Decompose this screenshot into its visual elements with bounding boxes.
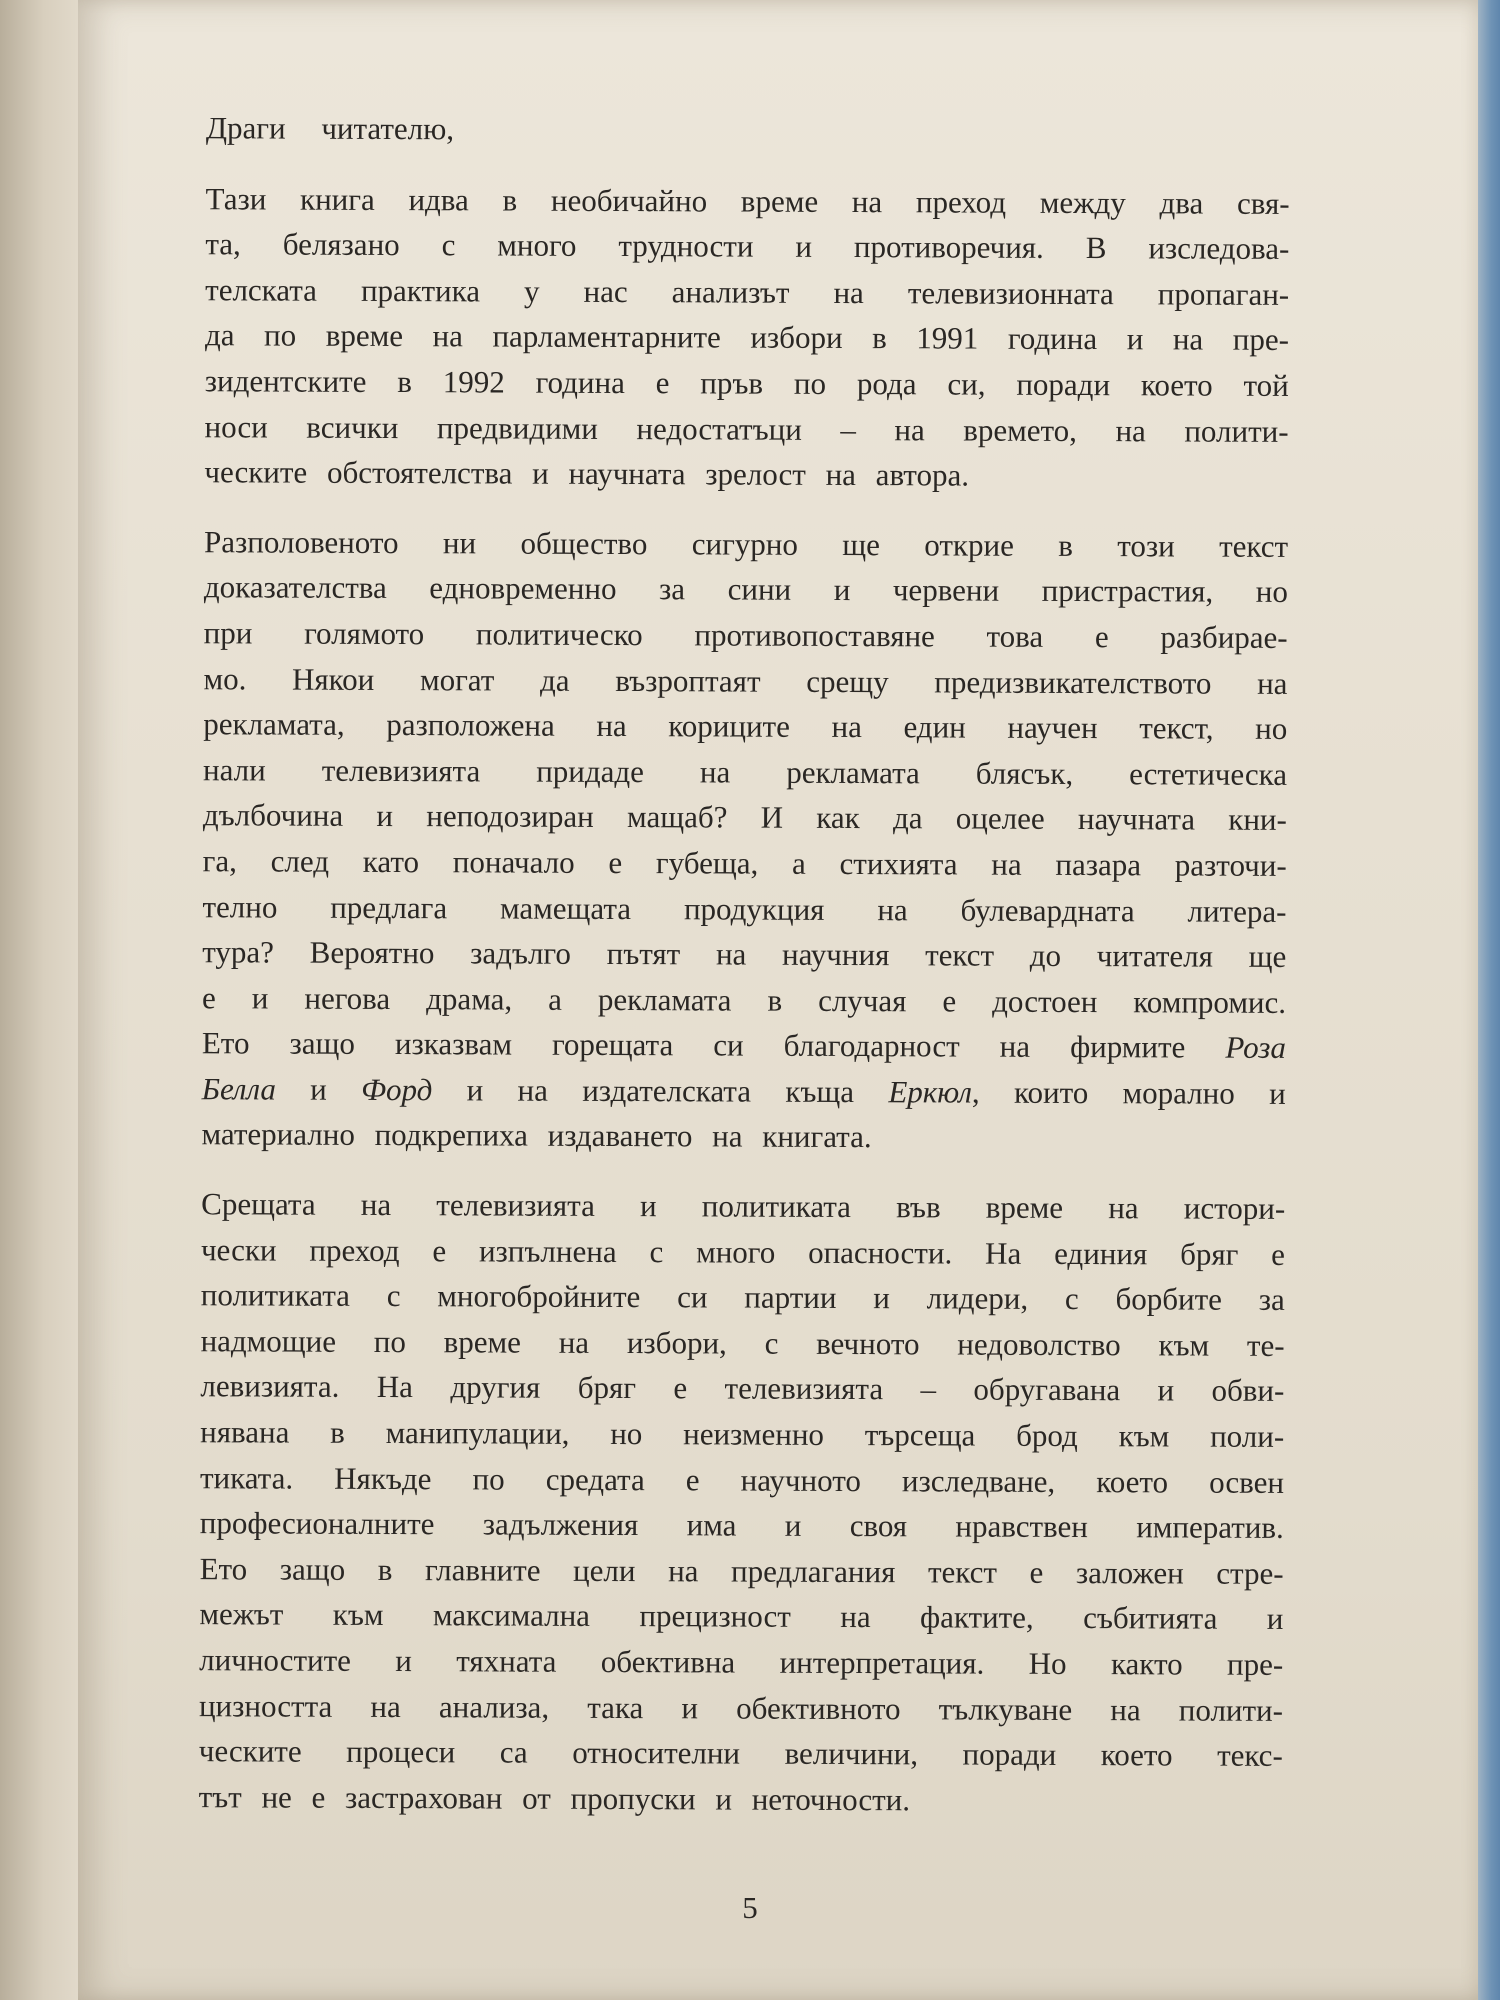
text-line: телно предлага мамещата продукция на булевардната литера-: [202, 888, 1287, 929]
publisher-name: Еркюл: [888, 1074, 973, 1110]
text-line: политиката с многобройните си партии и лидери, с борбите за: [200, 1277, 1285, 1318]
text-line: ческите обстоятелства и научната зрелост на автора.: [204, 454, 970, 493]
text-line: та, белязано с много трудности и противоречия. В изследова-: [205, 226, 1290, 267]
text-line: носи всички предвидими недостатъци – на времето, на полити-: [204, 408, 1289, 449]
text-line: да по време на парламентарните избори в 1991 година и на пре-: [204, 317, 1290, 358]
text-segment: и: [310, 1071, 327, 1107]
text-line: Разполовеното ни общество сигурно ще открие в този текст: [204, 523, 1289, 564]
text-line: Ето защо в главните цели на предлагания текст е заложен стре-: [199, 1550, 1284, 1591]
text-line: тиката. Някъде по средата е научното изследване, което освен: [199, 1459, 1285, 1500]
text-line: зидентските в 1992 година е пръв по рода си, поради което той: [204, 363, 1289, 403]
text-line: рекламата, разположена на кориците на един научен текст, но: [203, 706, 1288, 747]
paragraph-2: [155, 519, 1288, 1162]
brand-name-bella: Белла: [201, 1071, 276, 1107]
text-line: дълбочина и неподозиран мащаб? И как да оцелее научната кни-: [202, 797, 1287, 838]
text-line: цизността на анализа, така и обективното тълкуване на полити-: [198, 1687, 1284, 1728]
blue-cover-edge: [1478, 0, 1500, 2000]
text-line: професионалните задължения има и своя нравствен императив.: [199, 1505, 1284, 1546]
text-line: телската практика у нас анализът на телевизионната пропаган-: [205, 271, 1290, 312]
brand-name-rosa: Роза: [1225, 1029, 1286, 1066]
text-line: при голямото политическо противопоставяне това е разбирае-: [203, 615, 1288, 655]
text-line: ческите процеси са относителни величини, поради което текс-: [198, 1733, 1283, 1774]
left-page-shadow: [0, 0, 80, 2000]
text-line: Срещата на телевизията и политиката във време на истори-: [201, 1186, 1286, 1226]
text-line: надмощие по време на избори, с вечното недоволство към те-: [200, 1323, 1285, 1363]
salutation: Драги читателю,: [205, 110, 455, 147]
text-line: нали телевизията придаде на рекламата блясък, естетическа: [203, 751, 1288, 792]
text-line: га, след като поначало е губеща, а стихията на пазара разточи-: [202, 843, 1287, 883]
text-line: личностите и тяхната обективна интерпретация. Но както пре-: [199, 1642, 1284, 1682]
text-line: доказателства едновременно за сини и червени пристрастия, но: [203, 569, 1288, 610]
text-line: тът не е застрахован от пропуски и неточности.: [198, 1778, 911, 1818]
text-line: тура? Вероятно задълго пътят на научния текст до читателя ще: [202, 934, 1287, 975]
paragraph-3: [153, 1181, 1286, 1824]
brand-name-ford: Форд: [361, 1071, 433, 1108]
page-number: 5: [742, 1890, 758, 1925]
text-line: е и негова драма, а рекламата в случая е достоен компромис.: [202, 979, 1287, 1020]
text-line: материално подкрепиха издаването на книгата.: [201, 1116, 872, 1155]
text-line: Тази книга идва в необичайно време на преход между два свя-: [205, 180, 1290, 221]
text-line: мо. Някои могат да възроптаят срещу предизвикателството на: [203, 660, 1288, 701]
text-line: нявана в манипулации, но неизменно търсеща брод към поли-: [200, 1414, 1285, 1454]
text-segment: , които морално и: [971, 1074, 1286, 1111]
text-line-with-brands: [156, 1066, 1286, 1117]
page-text: [152, 105, 1290, 1848]
paragraph-1: [158, 176, 1289, 500]
text-segment: и на издателската къща: [466, 1072, 855, 1109]
text-line: левизията. На другия бряг е телевизията – обругавана и обви-: [200, 1368, 1285, 1409]
text-line: межът към максимална прецизност на фактите, събитията и: [199, 1596, 1284, 1637]
text-line: чески преход е изпълнена с много опасности. На единия бряг е: [200, 1231, 1286, 1272]
text-line-with-rosa: [156, 1020, 1286, 1071]
text-segment: Ето защо изказвам горещата си благодарност на фирмите: [201, 1025, 1186, 1065]
